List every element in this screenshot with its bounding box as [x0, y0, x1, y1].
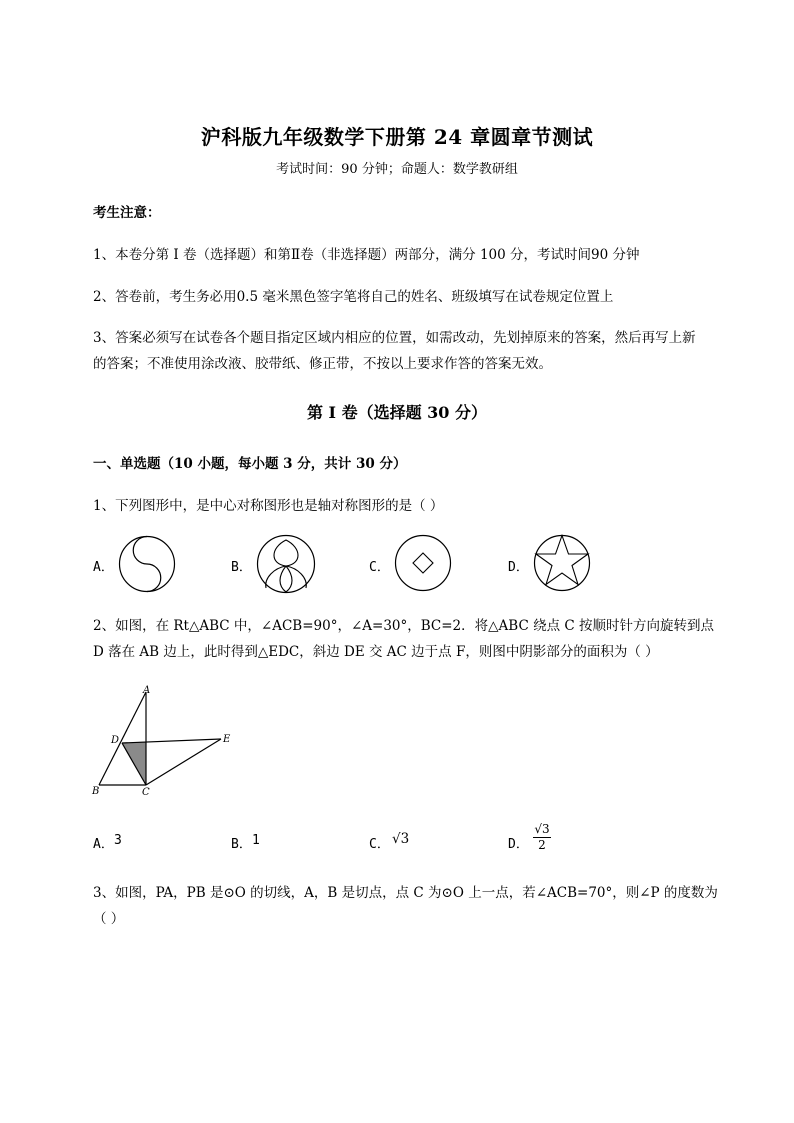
label-e: E: [223, 734, 231, 745]
question-3-line-1: 3、如图，PA，PB 是⊙O 的切线，A，B 是切点，点 C 为⊙O 上一点，若∠ACB=70°，则∠P 的度数为: [93, 885, 718, 901]
question-3-line-2: （ ）: [93, 911, 125, 927]
label-b: B: [92, 786, 100, 797]
q2-option-c-value: √3: [392, 831, 410, 847]
question-2-line-1: 2、如图，在 Rt△ABC 中，∠ACB=90°，∠A=30°，BC=2．将△ABC 绕点 C 按顺时针方向旋转到点: [93, 618, 714, 634]
q1-option-b-label: B．: [231, 560, 252, 575]
q2-option-a-value: 3: [114, 833, 122, 848]
question-2-line-2: D 落在 AB 边上，此时得到△EDC，斜边 DE 交 AC 边于点 F，则图中阴影部分的面积为（ ）: [93, 644, 659, 660]
part-heading: 一、单选题（10 小题，每小题 3 分，共计 30 分）: [93, 456, 407, 472]
q2-option-d-fraction: [531, 822, 553, 853]
yin-yang-figure: [118, 535, 176, 593]
fraction-numerator: √3: [534, 822, 550, 836]
notice-heading: 考生注意：: [93, 205, 161, 221]
exam-subtitle: 考试时间：90 分钟；命题人：数学教研组: [276, 162, 518, 177]
notice-item-3-cont: 的答案；不准使用涂改液、胶带纸、修正带，不按以上要求作答的答案无效。: [93, 356, 552, 372]
question-1-text: 1、下列图形中，是中心对称图形也是轴对称图形的是（ ）: [93, 498, 444, 514]
trefoil-circle-figure: [256, 534, 316, 594]
star-in-circle-figure: [533, 534, 591, 592]
fraction-denominator: 2: [538, 838, 546, 852]
notice-item-1: 1、本卷分第 I 卷（选择题）和第Ⅱ卷（非选择题）两部分，满分 100 分，考试时间90 分钟: [93, 247, 640, 263]
q2-option-c-label: C．: [369, 837, 390, 852]
q2-option-b-label: B．: [231, 837, 252, 852]
notice-item-3: 3、答案必须写在试卷各个题目指定区域内相应的位置，如需改动，先划掉原来的答案，然后再写上新: [93, 330, 696, 346]
q2-option-b-value: 1: [252, 833, 260, 848]
q1-option-a-label: A．: [93, 560, 114, 575]
q2-option-a-label: A．: [93, 837, 114, 852]
q1-option-d-label: D．: [508, 560, 529, 575]
page-title: 沪科版九年级数学下册第 24 章圆章节测试: [200, 125, 594, 149]
notice-item-2: 2、答卷前，考生务必用0.5 毫米黑色签字笔将自己的姓名、班级填写在试卷规定位置上: [93, 289, 614, 305]
label-d: D: [111, 735, 120, 746]
circle-with-diamond-figure: [394, 534, 452, 592]
label-a: A: [143, 685, 151, 696]
q1-option-c-label: C．: [369, 560, 390, 575]
label-c: C: [142, 787, 150, 798]
section-title: 第 I 卷（选择题 30 分）: [306, 403, 488, 422]
q2-option-d-label: D．: [508, 837, 529, 852]
triangle-rotation-figure: [88, 684, 248, 799]
